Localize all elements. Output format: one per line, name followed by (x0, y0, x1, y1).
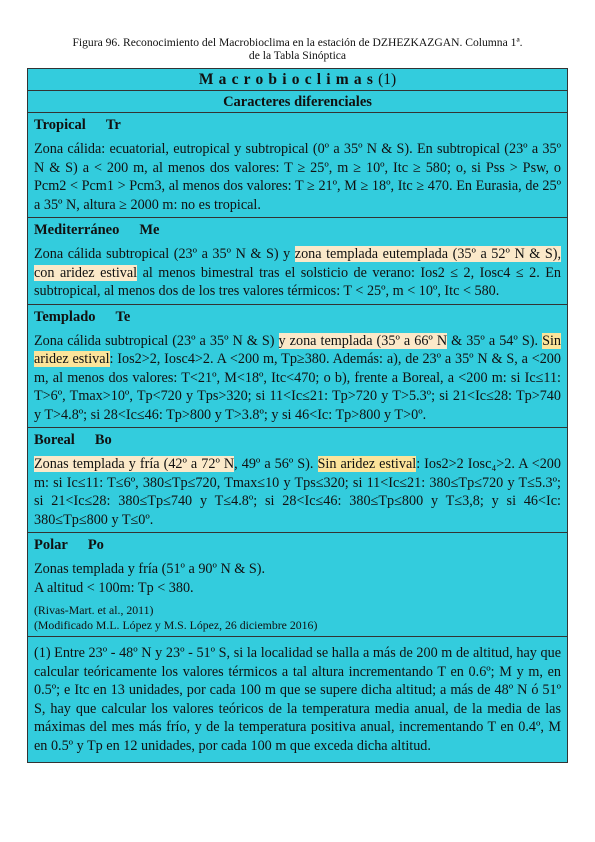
text-run: , 49º a 56º S). (234, 456, 318, 472)
section-title (34, 308, 561, 327)
polar-line-2: A altitud < 100m: Tp < 380. (34, 579, 194, 596)
section-text: Zona cálida: ecuatorial, eutropical y subtropical (0º a 35º N & S). En subtropical (23º a 35º N & S) a < 200 m, al menos dos valores: T ≥ 25º, m ≥ 10º, Itc ≥ 580; o, si Pss > Psw, o Pcm2 < Pcm1 > Pcm3, al menos dos valores: T ≥ 21º, M ≥ 18º, Itc ≥ 470. En Eurasia, de 25º a 35º N, altura ≥ 2000 m: no es tropical. (34, 141, 561, 213)
text-run: & 35º a 54º S). (447, 332, 543, 349)
section-code: Po (87, 537, 104, 553)
highlighted-text: Sin aridez estival (34, 332, 561, 367)
footnote-text: (1) Entre 23º - 48º N y 23º - 51º S, si la localidad se halla a más de 200 m de altitud, hay que calcular teóricamente los valores térmicos a tal altura incrementando T en 0.6º; M y m, en 0.5º; e Itc en 13 unidades, por cada 100 m que se supere dicha altitud; a más de 48º N ó 51º S, hay que calcular los valores teóricos de la temperatura media anual, de la media de las máximas del mes más frío, y de la temperatura positiva anual, incrementando T en 0.4º, M en 0.5º y Tp en 12 unidades, por cada 100 m que exceda dicha altitud. (34, 645, 561, 754)
table-header-title (28, 69, 567, 91)
section-code: Me (139, 222, 160, 238)
section-title (34, 536, 561, 555)
figure-caption (40, 36, 555, 62)
macrobioclimate-table (27, 68, 568, 763)
text-run: : Ios2>2, Iosc4>2. A <200 m, Tp≥380. Además: a), de 23º a 35º N & S, a <200 m, al menos dos valores: T<21º, M<18º, Itc<470; o b), frente a Boreal, a <200 m: si Ic≤11: T>6º, Tmax>10º, Tp<720 y Tps>320; si 11<Ic≤21: Tp>720 y T>5.3º; si 21<Ic≤28: Tp>740 y T>4.8º; si 28<Ic≤46: Tp>800 y T>3.8º; y si 46<Ic: Tp>800 y T>0º. (34, 351, 561, 423)
section-text (34, 245, 561, 301)
section-name: Polar (34, 537, 68, 553)
section-text (34, 332, 561, 425)
table-header-subtitle: Caracteres diferenciales (28, 91, 567, 113)
highlighted-text: zona templada eutemplada (35º a 52º N & S), con aridez estival (34, 246, 561, 281)
caption-line-2: de la Tabla Sinóptica (248, 49, 347, 62)
section-code: Te (115, 308, 131, 325)
highlighted-text: y zona templada (35º a 66º N (278, 332, 448, 349)
text-run: : Ios2>2 Iosc₄>2. A <200 m: si Ic≤11: T≤6º, 380≤Tp≤720, Tmax≤10 y Tps≤320; si 11<Ic≤21: 380≤Tp≤720 y T≤5.3º; si 21<Ic≤28: 380≤Tp≤740 y T≤4.8º; si 28<Ic≤46: 380≤Tp≤800 y T≤3,8; y si 46<Ic: 380≤Tp≤800 y T≤0º. (34, 456, 561, 528)
reference-2: (Modificado M.L. López y M.S. López, 26 diciembre 2016) (34, 618, 318, 632)
section-mediterraneo (28, 218, 567, 305)
section-name: Mediterráneo (34, 222, 120, 238)
section-name: Boreal (34, 432, 75, 448)
highlighted-text: Sin aridez estival (317, 456, 417, 472)
section-name: Templado (34, 308, 96, 325)
text-run: Zona cálida subtropical (23º a 35º N & S) (34, 332, 279, 349)
section-title (34, 116, 561, 135)
footnote-row (28, 637, 567, 762)
section-text (34, 455, 561, 529)
polar-line-1: Zonas templada y fría (51º a 90º N & S). (34, 561, 266, 577)
section-tropical (28, 113, 567, 218)
section-name: Tropical (34, 117, 86, 133)
section-text (34, 560, 561, 597)
section-title (34, 221, 561, 240)
section-boreal (28, 428, 567, 533)
reference-1: (Rivas-Mart. et al., 2011) (34, 603, 154, 617)
section-code: Bo (94, 432, 112, 448)
section-title (34, 431, 561, 450)
text-run: Zona cálida subtropical (23º a 35º N & S) y (34, 246, 295, 262)
header-footnote-ref: (1) (378, 71, 397, 88)
highlighted-text: Zonas templada y fría (42º a 72º N (34, 456, 235, 472)
section-code: Tr (105, 117, 121, 133)
section-templado (28, 305, 567, 429)
header-title: Macrobioclimas (198, 71, 379, 88)
text-run: al menos bimestral tras el solsticio de verano: Ios2 ≤ 2, Iosc4 ≤ 2. En subtropical, al menos dos de los tres valores térmicos: T < 25º, m < 10º, Itc < 580. (34, 264, 561, 299)
section-polar (28, 533, 567, 637)
caption-line-1: Figura 96. Reconocimiento del Macrobioclima en la estación de DZHEZKAZGAN. Columna 1ª. (72, 36, 523, 49)
